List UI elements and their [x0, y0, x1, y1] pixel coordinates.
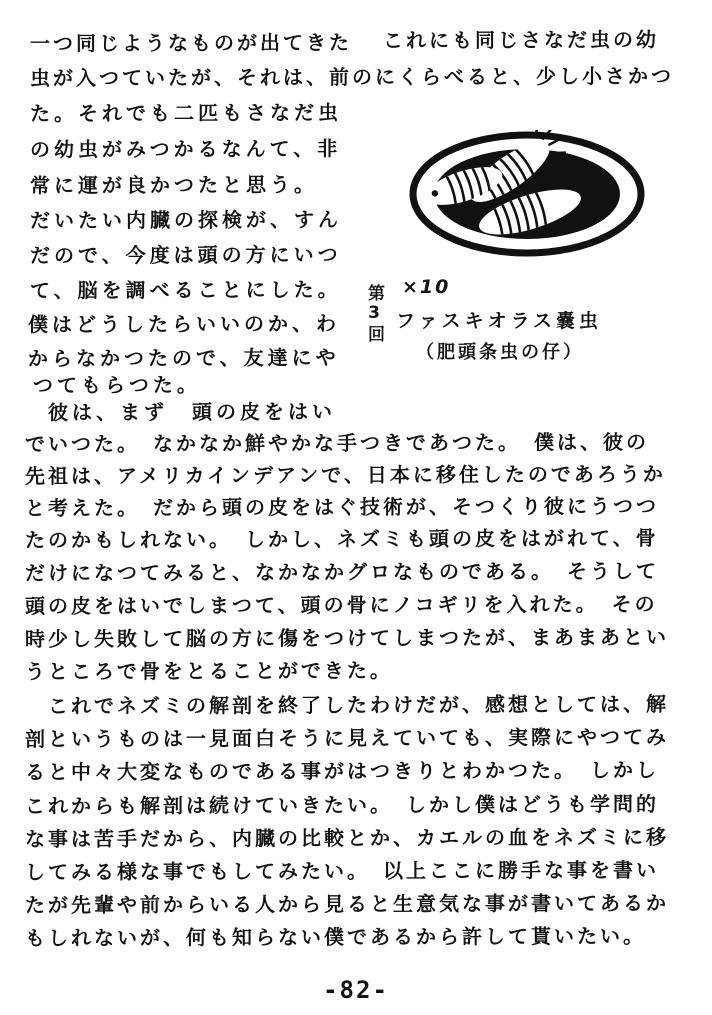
- text-line: これからも解剖は続けていきたい。 しかし僕はどうも学問的: [24, 791, 660, 819]
- text-line: うところで骨をとることができた。: [24, 658, 393, 684]
- text-line: 剖というものは一見面白そうに見えていても、実際にやつてみ: [24, 724, 670, 752]
- text-line: と考えた。 だから頭の皮をはぐ技術が、そつくり彼にうつつ: [24, 493, 660, 521]
- text-line: でいつた。 なかなか鮮やかな手つきであつた。 僕は、彼の: [24, 429, 650, 457]
- text-line: からなかつたので、友達にや: [27, 345, 340, 371]
- figure-caption-subtitle: （肥頭条虫の仔）: [416, 342, 584, 363]
- text-line: た。それでも二匹もさなだ虫: [29, 100, 343, 126]
- text-line: の幼虫がみつかるなんて、非: [29, 136, 342, 162]
- text-line: 頭の皮をはいでしまつて、頭の骨にノコギリを入れた。 その: [24, 591, 658, 619]
- figure-caption: ファスキオラス嚢虫: [396, 310, 603, 332]
- text-line: 彼は、まず 頭の皮をはい: [47, 399, 337, 425]
- text-line: 常に運が良かつたと思う。: [29, 172, 319, 198]
- text-line: 虫が入つていたが、それは、前のにくらべると、少し小さかつ: [29, 63, 675, 91]
- text-line: 先祖は、アメリカインデアンで、日本に移住したのであろうか: [24, 461, 666, 489]
- figure-magnification-label: ×10: [402, 276, 451, 298]
- text-line: だけになつてみると、なかなかグロなものである。 そうして: [24, 558, 660, 586]
- figure-session-label: 第3回: [364, 284, 384, 344]
- text-line: だので、今度は頭の方にいつ: [29, 242, 342, 268]
- text-line: たが先輩や前からいる人から見ると生意気な事が書いてあるか: [24, 890, 670, 918]
- text-line: たのかもしれない。 しかし、ネズミも頭の皮をはがれて、骨: [24, 525, 659, 553]
- text-line: 一つ同じようなものが出てきた: [29, 30, 353, 56]
- text-line: これでネズミの解剖を終了したわけだが、感想としては、解: [47, 691, 670, 719]
- text-line: 僕はどうしたらいいのか、わ: [27, 311, 341, 337]
- text-line: な事は苦手だから、内臓の比較とか、カエルの血をネズミに移: [24, 824, 670, 852]
- text-line: だいたい内臓の探検が、すん: [29, 207, 343, 233]
- larvae-plate-illustration: [406, 130, 648, 260]
- text-line: ると中々大変なものである事がはつきりとわかつた。 しかし: [24, 757, 660, 785]
- page-number: -82-: [323, 976, 389, 1004]
- text-line: してみる様な事でもしてみたい。 以上ここに勝手な事を書い: [24, 857, 660, 885]
- text-line: て、脳を調べることにした。: [29, 277, 342, 303]
- text-line: これにも同じさなだ虫の幼: [382, 27, 660, 53]
- text-line: もしれないが、何も知らない僕であるから許して貰いたい。: [24, 923, 647, 951]
- text-line: つてもらつた。: [32, 372, 201, 398]
- text-line: 時少し失敗して脳の方に傷をつけてしまつたが、まあまあとい: [24, 624, 670, 652]
